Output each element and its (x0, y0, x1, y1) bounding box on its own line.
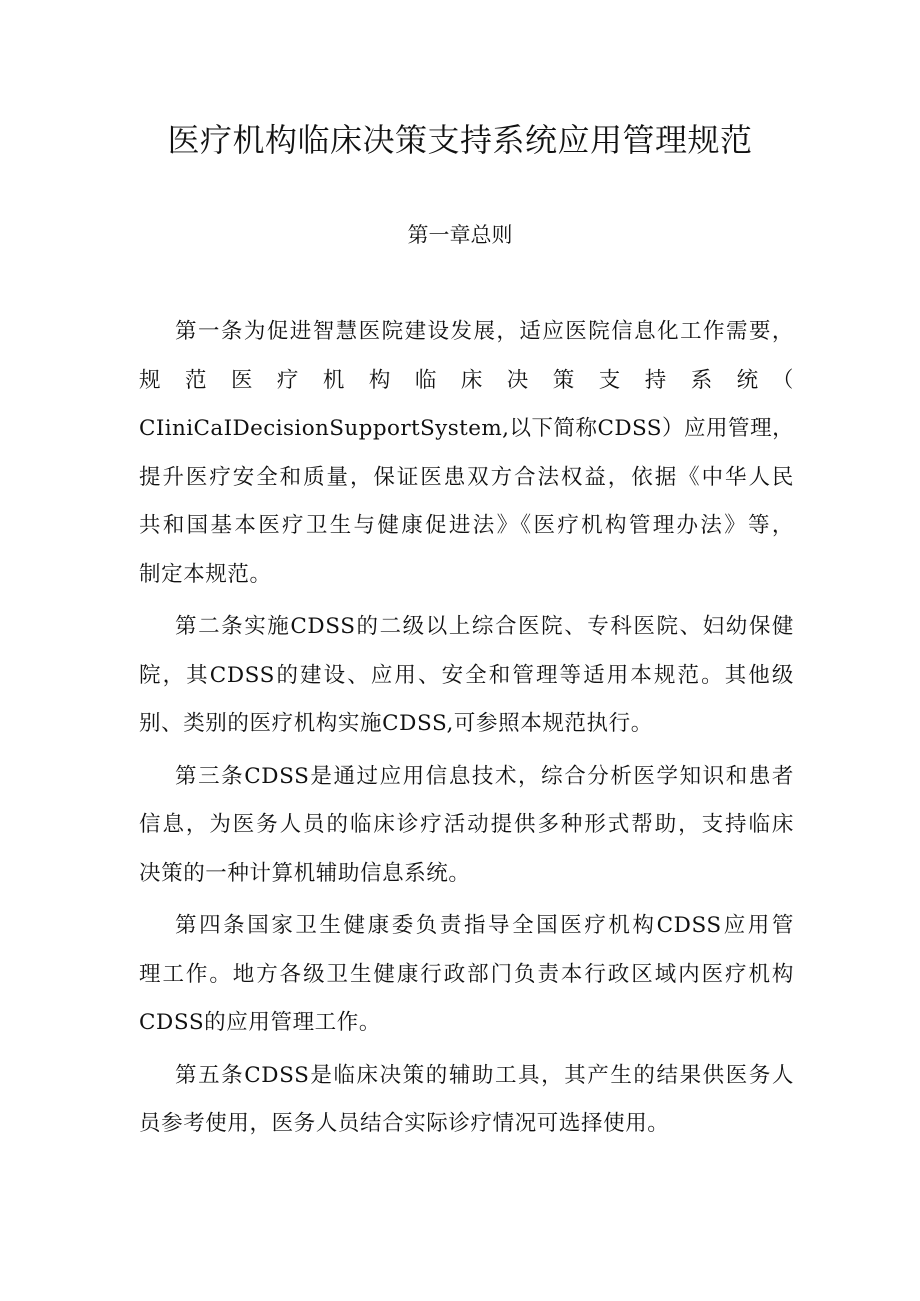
chapter-heading: 第一章总则 (407, 223, 513, 247)
article-4 (139, 902, 794, 1048)
document-body (139, 308, 794, 1153)
article-line: 院，其CDSS的建设、应用、安全和管理等适用本规范。其他级 (139, 662, 794, 688)
article-1 (139, 308, 794, 599)
document-title: 医疗机构临床决策支持系统应用管理规范 (167, 121, 753, 159)
article-line: 员参考使用，医务人员结合实际诊疗情况可选择使用。 (139, 1111, 670, 1136)
article-line: 理工作。地方各级卫生健康行政部门负责本行政区域内医疗机构 (139, 961, 794, 987)
article-5 (139, 1052, 794, 1149)
article-line: CDSS的应用管理工作。 (139, 1010, 381, 1035)
article-line: 共和国基本医疗卫生与健康促进法》《医疗机构管理办法》等， (139, 513, 794, 538)
article-line: 第二条实施CDSS的二级以上综合医院、专科医院、妇幼保健 (175, 614, 794, 639)
article-line: 制定本规范。 (139, 561, 272, 587)
article-2 (139, 603, 794, 749)
article-3 (139, 753, 794, 899)
article-line: 别、类别的医疗机构实施CDSS,可参照本规范执行。 (139, 711, 653, 736)
article-line: 信息，为医务人员的临床诊疗活动提供多种形式帮助，支持临床 (139, 812, 794, 837)
article-line: 第一条为促进智慧医院建设发展，适应医院信息化工作需要， (175, 319, 794, 344)
article-line: 第五条CDSS是临床决策的辅助工具，其产生的结果供医务人 (175, 1062, 794, 1088)
article-line: 第四条国家卫生健康委负责指导全国医疗机构CDSS应用管 (175, 913, 794, 938)
article-line: 提升医疗安全和质量，保证医患双方合法权益，依据《中华人民 (139, 464, 794, 490)
article-line: 第三条CDSS是通过应用信息技术，综合分析医学知识和患者 (175, 763, 794, 789)
article-line: CIiniCaIDecisionSupportSystem,以下简称CDSS）应用管理， (139, 416, 794, 441)
article-line: 决策的一种计算机辅助信息系统。 (139, 860, 471, 886)
article-line: 规 范 医 疗 机 构 临 床 决 策 支 持 系 统 （ (139, 367, 794, 393)
